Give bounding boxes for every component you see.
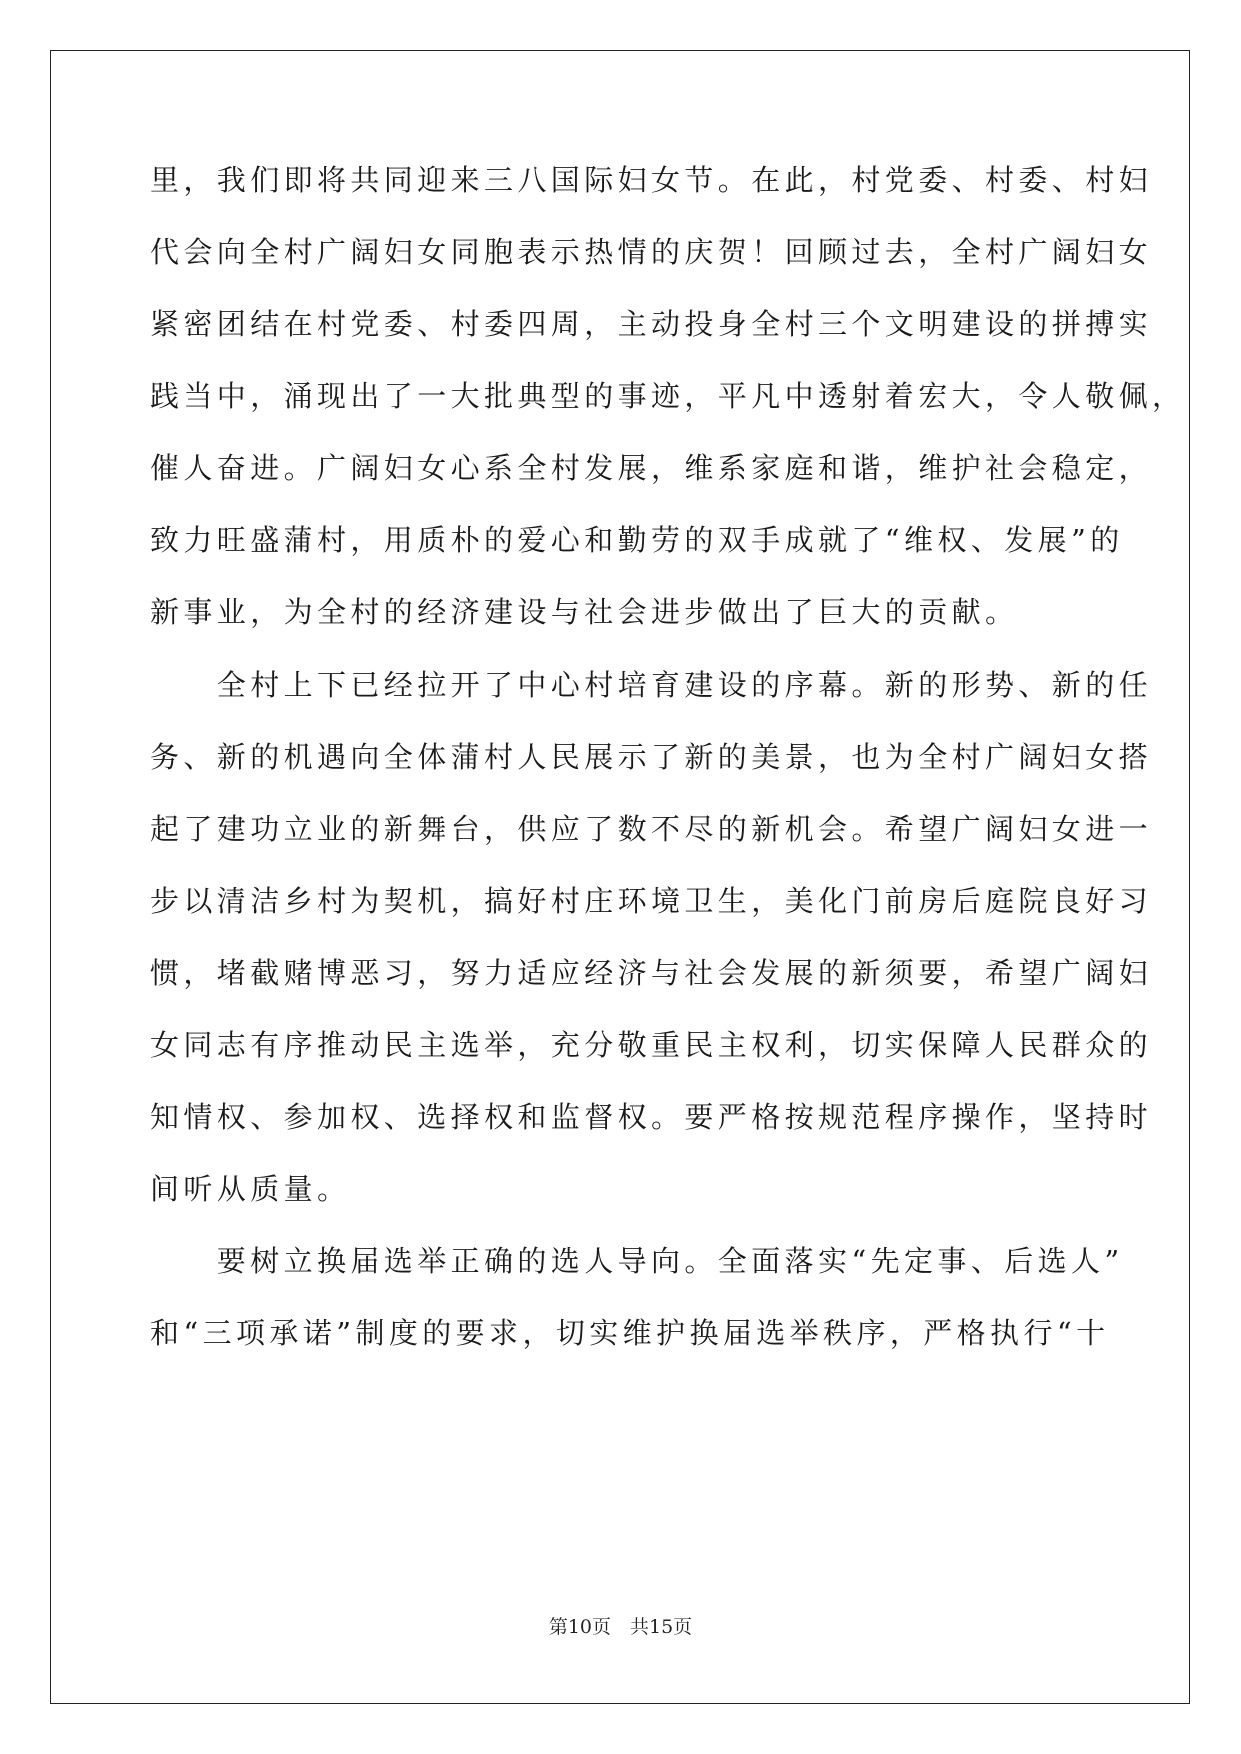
text-line: 女同志有序推动民主选举，充分敬重民主权利，切实保障人民群众的 xyxy=(150,1028,1153,1062)
text-line: 催人奋进。广阔妇女心系全村发展，维系家庭和谐，维护社会稳定， xyxy=(150,451,1153,485)
text-line: 和“三项承诺”制度的要求，切实维护换届选举秩序，严格执行“十 xyxy=(150,1316,1110,1350)
text-line: 步以清洁乡村为契机，搞好村庄环境卫生，美化门前房后庭院良好习 xyxy=(150,884,1153,918)
text-line: 全村上下已经拉开了中心村培育建设的序幕。新的形势、新的任 xyxy=(150,668,1153,702)
page-footer xyxy=(0,1612,1241,1639)
text-line: 紧密团结在村党委、村委四周，主动投身全村三个文明建设的拼搏实 xyxy=(150,307,1153,341)
page-border xyxy=(50,50,1190,1704)
text-line: 惯，堵截赌博恶习，努力适应经济与社会发展的新须要，希望广阔妇 xyxy=(150,956,1153,990)
text-line: 务、新的机遇向全体蒲村人民展示了新的美景，也为全村广阔妇女搭 xyxy=(150,740,1153,774)
text-line: 新事业，为全村的经济建设与社会进步做出了巨大的贡献。 xyxy=(150,595,1019,629)
text-line: 要树立换届选举正确的选人导向。全面落实“先定事、后选人” xyxy=(150,1244,1124,1278)
text-line: 代会向全村广阔妇女同胞表示热情的庆贺！回顾过去，全村广阔妇女 xyxy=(150,235,1153,269)
text-line: 践当中，涌现出了一大批典型的事迹，平凡中透射着宏大，令人敬佩， xyxy=(150,379,1186,413)
text-line: 间听从质量。 xyxy=(150,1172,351,1206)
text-line: 里，我们即将共同迎来三八国际妇女节。在此，村党委、村委、村妇 xyxy=(150,163,1153,197)
page-number: 第10页 共15页 xyxy=(548,1616,693,1638)
text-line: 致力旺盛蒲村，用质朴的爱心和勤劳的双手成就了“维权、发展”的 xyxy=(150,523,1124,557)
text-line: 起了建功立业的新舞台，供应了数不尽的新机会。希望广阔妇女进一 xyxy=(150,812,1153,846)
text-line: 知情权、参加权、选择权和监督权。要严格按规范程序操作，坚持时 xyxy=(150,1100,1153,1134)
